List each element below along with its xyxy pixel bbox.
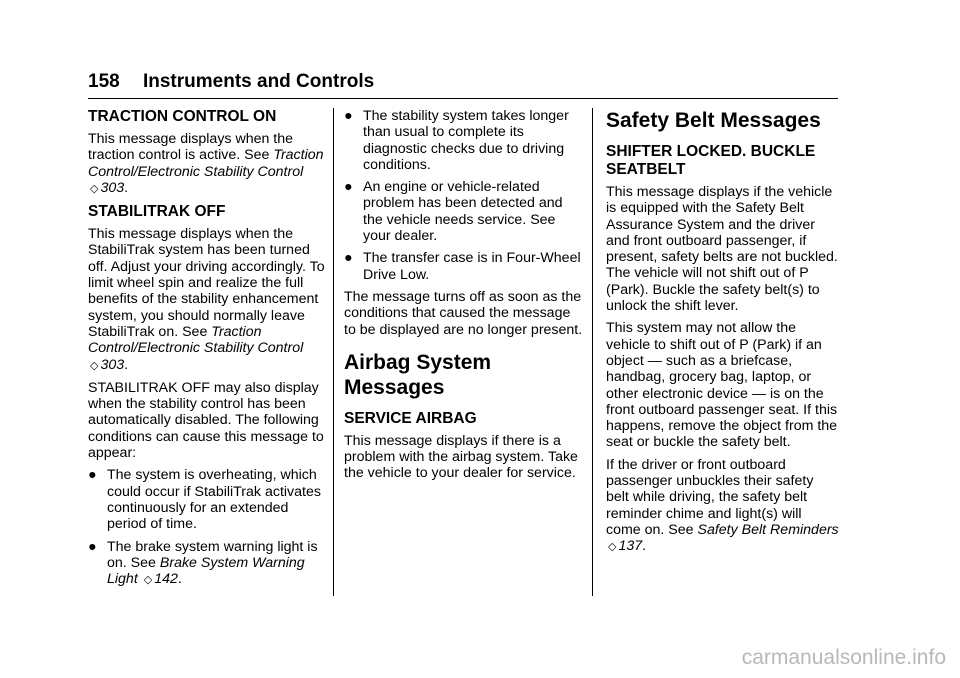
paragraph-service-airbag: This message displays if there is a problem with the airbag system. Take the vehicle to your dealer for service. <box>344 432 578 482</box>
header-rule <box>88 98 838 99</box>
paragraph-system: This system may not allow the vehicle to shift out of P (Park) if an object — such as a briefcase, handbag, grocery bag, laptop, or other electronic device — is on the front outboard passenger seat. If this happens, remove the object from the seat or buckle the safety belt. <box>606 320 838 451</box>
page-ref-icon: ◇ <box>90 182 99 195</box>
heading-airbag-system-messages: Airbag System Messages <box>344 350 492 399</box>
bullet-icon: ● <box>344 179 353 196</box>
list-item: ● The transfer case is in Four-Wheel Drive Low. <box>344 250 581 283</box>
column-divider <box>592 108 593 596</box>
paragraph-traction: This message displays when the traction control is active. See Traction Control/Electronic Stability Control ◇ 303. <box>88 131 324 196</box>
bullet-icon: ● <box>344 108 353 124</box>
paragraph-driver: If the driver or front outboard passenger unbuckles their safety belt while driving, the safety belt reminder chime and light(s) will come on. See Safety Belt Reminders ◇ 137. <box>606 456 839 555</box>
column-left <box>88 108 326 594</box>
page-number: 158 <box>88 71 120 92</box>
paragraph-stabilitrak-also: STABILITRAK OFF may also display when the stability control has been automatically disabled. The following conditions can cause this message to appear: <box>88 379 324 462</box>
page-header <box>88 70 838 94</box>
bullet-icon: ● <box>344 250 353 267</box>
column-middle <box>344 108 584 488</box>
link-safety-belt-reminders[interactable]: Safety Belt Reminders ◇ 137 <box>608 521 839 555</box>
list-item: ● The system is overheating, which could occur if StabiliTrak activates continuously for an extended period of time. <box>88 467 321 533</box>
heading-traction-control-on: TRACTION CONTROL ON <box>88 108 277 125</box>
heading-safety-belt-messages: Safety Belt Messages <box>606 109 821 132</box>
link-traction-control[interactable]: Traction Control/Electronic Stability Control ◇ 303 <box>88 147 324 196</box>
list-item: ● An engine or vehicle-related problem has been detected and the vehicle needs service. See your dealer. <box>344 179 563 245</box>
column-right <box>606 108 840 562</box>
list-item: ● The stability system takes longer than usual to complete its diagnostic checks due to driving conditions. <box>344 108 569 173</box>
paragraph-shifter: This message displays if the vehicle is equipped with the Safety Belt Assurance System and the driver and front outboard passenger, if present, safety belts are not buckled. The vehicle will not shift out of P (Park). Buckle the safety belt(s) to unlock the shift lever. <box>606 184 838 315</box>
bullet-icon: ● <box>88 467 97 484</box>
page-ref-icon: ◇ <box>143 574 153 587</box>
section-title: Instruments and Controls <box>142 71 375 92</box>
link-brake-system-warning-light[interactable]: Brake System Warning Light ◇ 142 <box>107 554 305 588</box>
paragraph-stabilitrak: This message displays when the StabiliTrak system has been turned off. Adjust your driving accordingly. To limit wheel spin and realize the full benefits of the stability enhancement system, you should normally leave StabiliTrak on. See Traction Control/Electronic Stability Control ◇ 303. <box>88 226 325 373</box>
heading-service-airbag: SERVICE AIRBAG <box>344 409 477 427</box>
paragraph-turns-off: The message turns off as soon as the conditions that caused the message to be displayed are no longer present. <box>344 288 583 338</box>
list-item: ● The brake system warning light is on. See Brake System Warning Light ◇ 142. <box>88 538 318 588</box>
watermark: carmanualsonline.info <box>741 646 946 669</box>
link-traction-control[interactable]: Traction Control/Electronic Stability Control ◇ 303 <box>88 323 304 373</box>
bullet-icon: ● <box>88 538 97 555</box>
heading-shifter-locked: SHIFTER LOCKED. BUCKLE SEATBELT <box>606 143 816 178</box>
page-ref-icon: ◇ <box>90 359 99 372</box>
column-divider <box>333 108 334 596</box>
heading-stabilitrak-off: STABILITRAK OFF <box>88 203 226 221</box>
page-ref-icon: ◇ <box>608 541 617 554</box>
